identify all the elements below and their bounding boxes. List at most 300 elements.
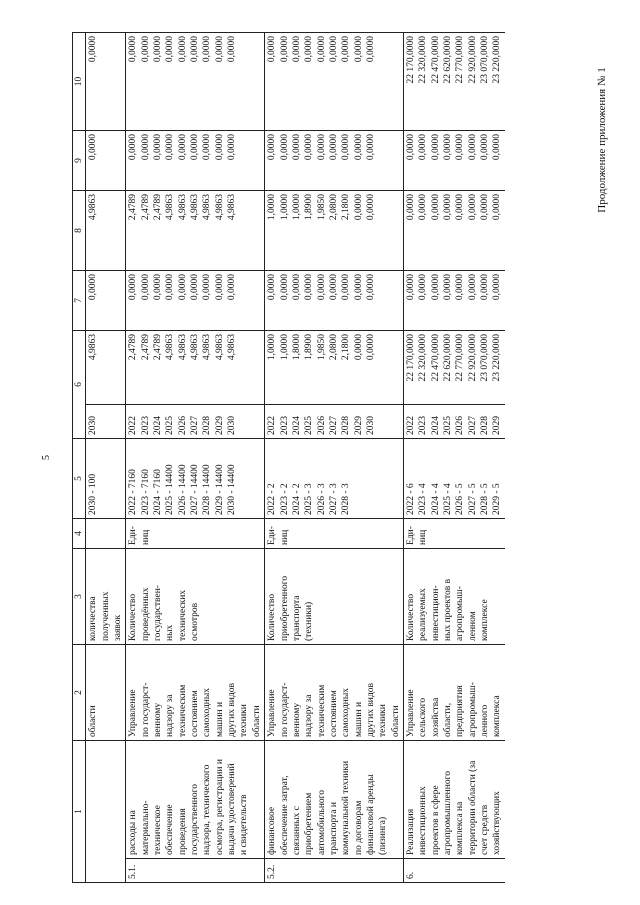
row-executor-line: самоходных: [341, 688, 352, 737]
row-executor-line: по государст-: [279, 682, 290, 737]
row-name-line: автомобильного: [316, 789, 327, 855]
row-other-line: 0,0000: [304, 36, 315, 63]
row-name-line: приобретением: [304, 792, 315, 855]
row-regional-line: 0,0000: [467, 194, 478, 221]
row-local: [126, 131, 265, 191]
row-regional-line: 1,8900: [304, 194, 315, 221]
row-regional-line: 0,0000: [455, 194, 466, 221]
row-name-line: техническое: [153, 805, 164, 855]
row-years-line: 2026: [177, 416, 188, 435]
row-federal-line: 0,0000: [316, 274, 327, 301]
row-indicator-line: проведённых: [140, 587, 151, 641]
row-total-line: 4,9863: [214, 334, 225, 361]
row-unit-line: Еди-: [405, 526, 416, 545]
row-targets-line: 2023 - 7160: [140, 469, 151, 515]
row-federal-line: 0,0000: [128, 274, 139, 301]
row-executor: [126, 645, 265, 741]
row-name-line: финансовой аренды: [365, 774, 376, 855]
row-regional-line: 1,0000: [279, 194, 290, 221]
row-regional-line: 2,1800: [341, 194, 352, 221]
row-executor-line: Управление: [405, 689, 416, 737]
row-total-line: 1,8000: [291, 334, 302, 361]
row-other-line: 0,0000: [227, 36, 238, 63]
row-name-line: государственного: [190, 783, 201, 855]
row-total-line: 23 070,0000: [480, 334, 490, 382]
row-executor-line: комплекса: [492, 695, 503, 737]
header-col-10: 10: [73, 33, 86, 131]
row-total-line: 2,4789: [140, 334, 151, 361]
row-regional-line: 4,9863: [227, 194, 238, 221]
row-years: [265, 405, 404, 439]
row-other: [126, 33, 265, 131]
row-total-line: 4,9863: [227, 334, 238, 361]
row-total-line: 2,1800: [341, 334, 352, 361]
row-name: [265, 741, 404, 859]
row-federal-line: 0,0000: [227, 274, 238, 301]
table-body: [126, 33, 505, 883]
row-years-line: 2029: [492, 416, 503, 435]
row-executor-line: сельского: [418, 697, 429, 737]
row-targets-line: 2023 - 4: [418, 483, 429, 515]
row-targets-line: 2025 - 4: [442, 483, 453, 515]
row-name-line: осмотра, регистрации и: [214, 759, 225, 855]
row-executor-line: венному: [153, 702, 164, 737]
row-indicator-line: Количество: [267, 593, 278, 641]
row-total-line: 2,4789: [128, 334, 139, 361]
row-total-line: 23 220,0000: [492, 334, 503, 382]
row-executor-line: Управление: [267, 689, 278, 737]
row-total-line: 1,8900: [304, 334, 315, 361]
row-number: 5.2.: [265, 859, 404, 883]
row-other-line: 0,0000: [365, 36, 376, 63]
row-total-line: 2,4789: [153, 334, 164, 361]
row-number: 6.: [403, 859, 504, 883]
header-col-4: 4: [73, 519, 86, 549]
row-total-line: 22 770,0000: [455, 334, 466, 382]
row-executor-line: техники: [378, 704, 389, 737]
row-indicator-line: реализуемых: [418, 588, 429, 641]
row-federal: [126, 271, 265, 331]
row-local-line: 0,0000: [214, 134, 225, 161]
row-years-line: 2025: [165, 416, 176, 435]
row-years-line: 2029: [214, 416, 225, 435]
row-total-line: 1,9850: [316, 334, 327, 361]
row-name-line: выдачи удостоверений: [227, 763, 238, 855]
rotated-table-container: [72, 33, 592, 883]
row-other-line: 0,0000: [214, 36, 225, 63]
row-executor: [403, 645, 504, 741]
row-federal-line: 0,0000: [140, 274, 151, 301]
row-federal: [403, 271, 504, 331]
row-total-line: 0,0000: [353, 334, 364, 361]
row-years-line: 2026: [316, 416, 327, 435]
row-federal-line: 0,0000: [492, 274, 503, 301]
row-years-line: 2028: [341, 416, 352, 435]
row-local-line: 0,0000: [304, 134, 315, 161]
row-targets-line: 2024 - 4: [430, 483, 441, 515]
row-local-line: 0,0000: [341, 134, 352, 161]
row-regional-line: 4,9863: [165, 194, 176, 221]
row-indicator-line: (техники): [304, 601, 315, 641]
row-local-line: 0,0000: [202, 134, 213, 161]
row-total-line: 22 470,0000: [430, 334, 441, 382]
row-years: [126, 405, 265, 439]
row-local-line: 0,0000: [190, 134, 201, 161]
continuation-target: 2030 - 100: [86, 439, 126, 519]
row-years-line: 2025: [304, 416, 315, 435]
row-targets-line: 2025 - 14400: [165, 464, 176, 515]
row-regional-line: 1,9850: [316, 194, 327, 221]
row-other-line: 0,0000: [202, 36, 213, 63]
row-federal-line: 0,0000: [214, 274, 225, 301]
row-name-line: расходы на: [128, 810, 139, 855]
row-executor-line: других видов: [227, 683, 238, 737]
row-regional-line: 1,0000: [291, 194, 302, 221]
row-local-line: 0,0000: [492, 134, 503, 161]
row-targets-line: 2027 - 5: [467, 483, 478, 515]
annex-title: Продолжение приложения № 1: [596, 67, 608, 213]
row-unit-line: Еди-: [128, 526, 139, 545]
row-federal-line: 0,0000: [418, 274, 429, 301]
row-executor-line: предприятия: [455, 685, 466, 737]
row-local-line: 0,0000: [165, 134, 176, 161]
row-targets-line: 2028 - 14400: [202, 464, 213, 515]
row-local-line: 0,0000: [353, 134, 364, 161]
row-regional-line: 0,0000: [492, 194, 503, 221]
table-row: [126, 33, 265, 883]
row-executor-line: состоянием: [190, 690, 201, 737]
row-years-line: 2023: [140, 416, 151, 435]
row-other-line: 23 220,0000: [492, 36, 503, 84]
row-total: [265, 331, 404, 405]
row-years-line: 2030: [227, 416, 238, 435]
row-name-line: связанных с: [291, 806, 302, 855]
row-local-line: 0,0000: [153, 134, 164, 161]
table-row: [403, 33, 504, 883]
row-name-line: коммунальной техники: [341, 760, 352, 855]
row-local-line: 0,0000: [316, 134, 327, 161]
row-total-line: 4,9863: [177, 334, 188, 361]
row-federal-line: 0,0000: [177, 274, 188, 301]
header-col-5: 5: [73, 439, 86, 519]
row-targets-line: 2029 - 14400: [214, 464, 225, 515]
continuation-indicator: количества полученных заявок: [86, 549, 126, 645]
row-targets: [403, 439, 504, 519]
row-federal-line: 0,0000: [202, 274, 213, 301]
row-executor-line: состоянием: [328, 690, 339, 737]
row-other-line: 0,0000: [353, 36, 364, 63]
header-col-2: 2: [73, 645, 86, 741]
row-targets-line: [353, 442, 365, 515]
row-other-line: 0,0000: [128, 36, 139, 63]
row-executor-line: области: [390, 705, 401, 737]
row-federal-line: 0,0000: [405, 274, 416, 301]
row-regional-line: 2,0800: [328, 194, 339, 221]
continuation-unit: [86, 519, 126, 549]
row-local-line: 0,0000: [291, 134, 302, 161]
row-name-line: обеспечение затрат,: [279, 775, 290, 855]
row-years-line: 2030: [365, 416, 376, 435]
row-other-line: 0,0000: [140, 36, 151, 63]
row-regional-line: 0,0000: [418, 194, 429, 221]
header-col-3: 3: [73, 549, 86, 645]
row-regional-line: 0,0000: [365, 194, 376, 221]
row-total-line: 22 620,0000: [442, 334, 453, 382]
row-total-line: 2,0800: [328, 334, 339, 361]
row-local-line: 0,0000: [442, 134, 453, 161]
row-executor-line: самоходных: [202, 688, 213, 737]
row-local-line: 0,0000: [418, 134, 429, 161]
row-local-line: 0,0000: [279, 134, 290, 161]
continuation-row: [86, 33, 126, 883]
row-indicator-line: государствен-: [153, 585, 164, 641]
row-regional-line: 2,4789: [140, 194, 151, 221]
row-unit: [403, 519, 504, 549]
row-other-line: 0,0000: [328, 36, 339, 63]
row-regional-line: 2,4789: [128, 194, 139, 221]
row-local-line: 0,0000: [365, 134, 376, 161]
row-targets: [265, 439, 404, 519]
row-local: [403, 131, 504, 191]
continuation-regional: 4,9863: [86, 191, 126, 271]
row-other: [403, 33, 504, 131]
row-years-line: 2028: [202, 416, 213, 435]
row-indicator-line: транспорта: [291, 595, 302, 641]
row-other-line: 0,0000: [153, 36, 164, 63]
row-executor-line: по государст-: [140, 682, 151, 737]
row-targets-line: [365, 442, 377, 515]
row-other-line: 0,0000: [291, 36, 302, 63]
row-executor-line: надзору за: [165, 694, 176, 737]
row-regional-line: 2,4789: [153, 194, 164, 221]
row-regional-line: 0,0000: [442, 194, 453, 221]
row-federal-line: 0,0000: [365, 274, 376, 301]
header-col-6: 6: [73, 331, 86, 439]
row-regional-line: 0,0000: [405, 194, 416, 221]
row-name-line: транспорта и: [328, 802, 339, 855]
row-federal-line: 0,0000: [455, 274, 466, 301]
row-executor-line: техническим: [316, 684, 327, 737]
row-other-line: 0,0000: [316, 36, 327, 63]
row-indicator-line: Количество: [128, 593, 139, 641]
row-years-line: 2022: [405, 416, 416, 435]
row-executor-line: агропромыш-: [467, 682, 478, 737]
row-name-line: хозяйствующих: [492, 791, 503, 855]
row-unit-line: ниц: [140, 529, 151, 545]
header-col-9: 9: [73, 131, 86, 191]
row-executor-line: других видов: [365, 683, 376, 737]
continuation-federal: 0,0000: [86, 271, 126, 331]
row-total-line: 0,0000: [365, 334, 376, 361]
row-regional: [403, 191, 504, 271]
row-local-line: 0,0000: [177, 134, 188, 161]
row-indicator: [265, 549, 404, 645]
row-other-line: 0,0000: [341, 36, 352, 63]
row-name-line: инвестиционных: [418, 786, 429, 855]
row-targets-line: 2030 - 14400: [227, 464, 238, 515]
row-total-line: 4,9863: [202, 334, 213, 361]
row-local-line: 0,0000: [430, 134, 441, 161]
row-indicator-line: инвестицион-: [430, 585, 441, 641]
row-total-line: 22 320,0000: [418, 334, 429, 382]
row-local-line: 0,0000: [128, 134, 139, 161]
row-executor-line: машин и: [353, 701, 364, 737]
row-other-line: 22 770,0000: [455, 36, 466, 84]
row-other-line: 0,0000: [267, 36, 278, 63]
row-other-line: 22 920,0000: [467, 36, 478, 84]
row-total-line: 4,9863: [190, 334, 201, 361]
row-total-line: 1,0000: [267, 334, 278, 361]
row-years-line: 2026: [455, 416, 466, 435]
row-years-line: 2027: [328, 416, 339, 435]
row-targets-line: 2022 - 7160: [128, 469, 139, 515]
row-federal-line: 0,0000: [165, 274, 176, 301]
row-years-line: 2022: [128, 416, 139, 435]
row-targets-line: 2025 - 3: [304, 483, 315, 515]
row-indicator: [126, 549, 265, 645]
row-federal-line: 0,0000: [467, 274, 478, 301]
row-regional-line: 0,0000: [430, 194, 441, 221]
row-indicator-line: технических: [177, 589, 188, 641]
row-executor-line: Управление: [128, 689, 139, 737]
row-total: [403, 331, 504, 405]
row-federal-line: 0,0000: [328, 274, 339, 301]
row-years-line: 2029: [353, 416, 364, 435]
row-indicator-line: приобретенного: [279, 575, 290, 641]
row-federal-line: 0,0000: [341, 274, 352, 301]
row-federal-line: 0,0000: [291, 274, 302, 301]
row-indicator-line: комплексе: [480, 599, 490, 641]
row-name-line: счет средств: [480, 804, 490, 855]
row-name-line: и свидетельств: [239, 794, 250, 855]
row-targets-line: 2024 - 7160: [153, 469, 164, 515]
row-regional-line: 4,9863: [190, 194, 201, 221]
row-local-line: 0,0000: [227, 134, 238, 161]
row-name-line: (лизинга): [378, 816, 389, 855]
row-other-line: 22 470,0000: [430, 36, 441, 84]
program-table: [72, 32, 505, 883]
row-federal-line: 0,0000: [353, 274, 364, 301]
row-indicator: [403, 549, 504, 645]
row-name: [403, 741, 504, 859]
row-unit-line: Еди-: [267, 526, 278, 545]
row-executor-line: машин и: [214, 701, 225, 737]
row-total-line: 22 920,0000: [467, 334, 478, 382]
row-regional-line: 4,9863: [214, 194, 225, 221]
row-name-line: проведения: [177, 808, 188, 855]
row-regional-line: 4,9863: [177, 194, 188, 221]
row-targets-line: 2028 - 3: [341, 483, 352, 515]
row-indicator-line: Количество: [405, 593, 416, 641]
row-targets-line: 2022 - 2: [267, 483, 278, 515]
row-other-line: 0,0000: [165, 36, 176, 63]
row-name-line: проектов в сфере: [430, 785, 441, 855]
row-total-line: 4,9863: [165, 334, 176, 361]
row-name-line: финансовое: [267, 806, 278, 855]
row-unit: [126, 519, 265, 549]
row-unit-line: ниц: [418, 529, 429, 545]
row-executor-line: ленного: [480, 704, 490, 737]
row-executor-line: хозяйства: [430, 697, 441, 737]
row-federal-line: 0,0000: [279, 274, 290, 301]
row-years-line: 2024: [430, 416, 441, 435]
row-federal-line: 0,0000: [190, 274, 201, 301]
row-name: [126, 741, 265, 859]
row-other-line: 22 170,0000: [405, 36, 416, 84]
row-other: [265, 33, 404, 131]
row-executor-line: техническим: [177, 684, 188, 737]
row-targets-line: 2029 - 5: [492, 483, 503, 515]
row-local: [265, 131, 404, 191]
row-years-line: 2027: [467, 416, 478, 435]
continuation-other: 0,0000: [86, 33, 126, 131]
row-executor-line: техники: [239, 704, 250, 737]
continuation-year: 2030: [86, 405, 126, 439]
row-years-line: 2024: [153, 416, 164, 435]
row-regional-line: 4,9863: [202, 194, 213, 221]
row-indicator-line: ленном: [467, 611, 478, 641]
row-federal-line: 0,0000: [442, 274, 453, 301]
row-name-line: материально-: [140, 800, 151, 855]
row-local-line: 0,0000: [140, 134, 151, 161]
row-name-line: надзора, технического: [202, 764, 213, 855]
row-years-line: 2025: [442, 416, 453, 435]
row-local-line: 0,0000: [455, 134, 466, 161]
row-targets-line: 2026 - 14400: [177, 464, 188, 515]
header-col-8: 8: [73, 191, 86, 271]
row-federal-line: 0,0000: [267, 274, 278, 301]
row-name-line: территории области (за: [467, 760, 478, 855]
row-unit: [265, 519, 404, 549]
row-name-line: Реализация: [405, 808, 416, 855]
table-row: [265, 33, 404, 883]
row-federal-line: 0,0000: [430, 274, 441, 301]
header-col-7: 7: [73, 271, 86, 331]
continuation-name: [86, 741, 126, 883]
row-indicator-line: агропромыш-: [455, 586, 466, 641]
row-federal-line: 0,0000: [480, 274, 490, 301]
row-years-line: 2028: [480, 416, 490, 435]
row-targets: [126, 439, 265, 519]
row-total-line: 1,0000: [279, 334, 290, 361]
header-row: [73, 33, 86, 883]
row-targets-line: 2027 - 14400: [190, 464, 201, 515]
row-executor-line: области,: [442, 702, 453, 737]
continuation-total: 4,9863: [86, 331, 126, 405]
row-targets-line: 2023 - 2: [279, 483, 290, 515]
row-unit-line: ниц: [279, 529, 290, 545]
row-total: [126, 331, 265, 405]
row-years-line: 2024: [291, 416, 302, 435]
page-number: 5: [41, 455, 52, 460]
row-targets-line: 2024 - 2: [291, 483, 302, 515]
row-years: [403, 405, 504, 439]
row-targets-line: 2022 - 6: [405, 483, 416, 515]
row-total-line: 22 170,0000: [405, 334, 416, 382]
row-executor: [265, 645, 404, 741]
row-regional-line: 0,0000: [353, 194, 364, 221]
row-name-line: по договорам: [353, 800, 364, 855]
row-local-line: 0,0000: [267, 134, 278, 161]
row-targets-line: 2026 - 5: [455, 483, 466, 515]
row-targets-line: 2028 - 5: [480, 483, 490, 515]
row-name-line: обеспечение: [165, 804, 176, 855]
row-indicator-line: ных проектов в: [442, 578, 453, 641]
row-executor-line: надзору за: [304, 694, 315, 737]
row-indicator-line: ных: [165, 624, 176, 641]
row-regional: [126, 191, 265, 271]
row-other-line: 0,0000: [279, 36, 290, 63]
